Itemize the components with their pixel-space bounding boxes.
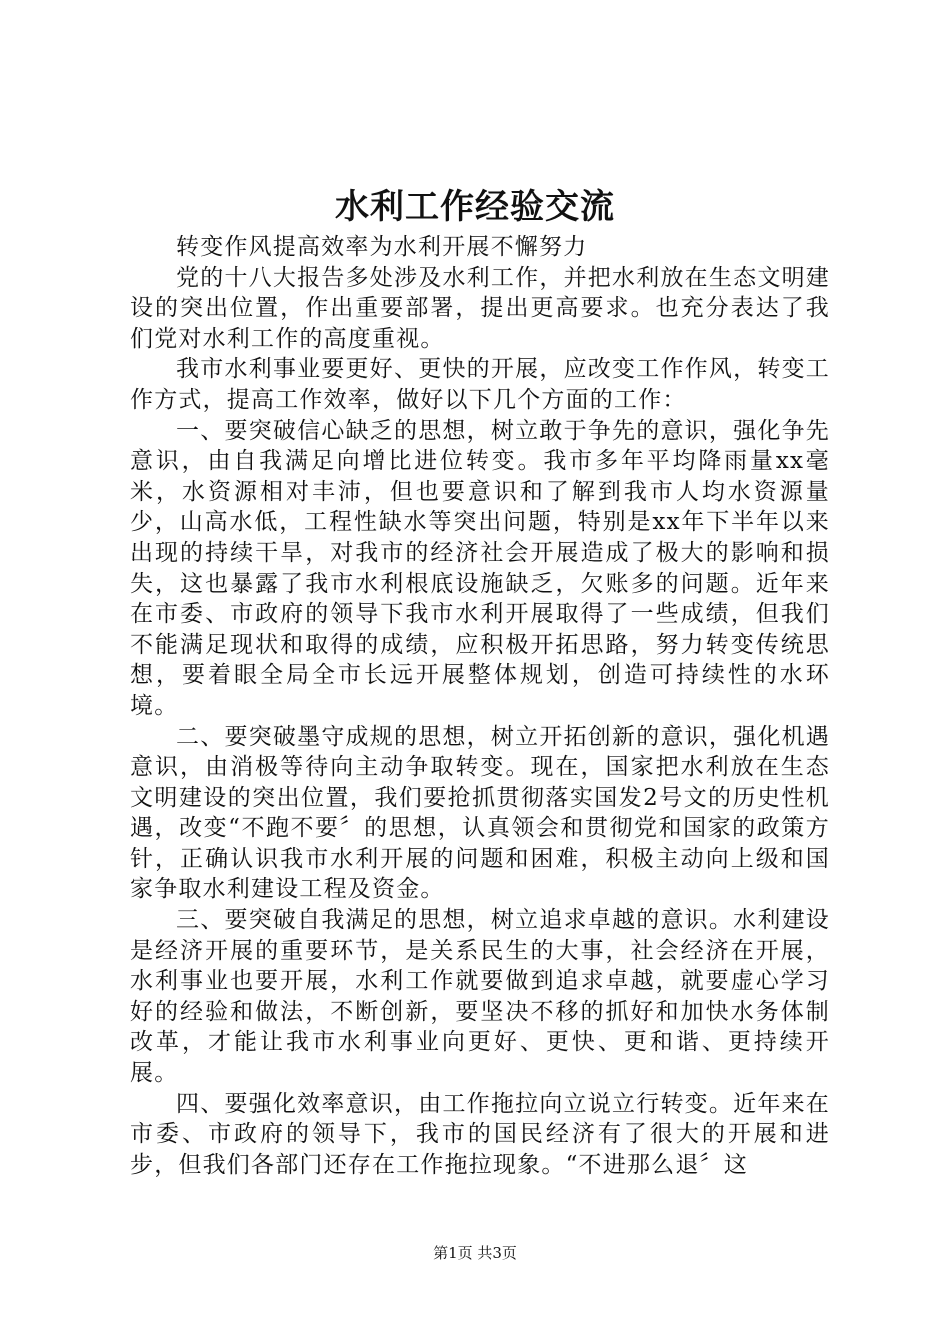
- document-title: 水利工作经验交流: [335, 187, 615, 227]
- point-four-paragraph: 四、要强化效率意识，由工作拖拉向立说立行转变。近年来在市委、市政府的领导下，我市的国民经济有了很大的开展和进步，但我们各部门还存在工作拖拉现象。“不进那么退〞这: [130, 1090, 830, 1178]
- page-total: 共3页: [477, 1244, 517, 1262]
- point-one-paragraph: 一、要突破信心缺乏的思想，树立敢于争先的意识，强化争先意识，由自我满足向增比进位转变。我市多年平均降雨量xx毫米，水资源相对丰沛，但也要意识和了解到我市人均水资源量少，山高水低，工程性缺水等突出问题，特别是xx年下半年以来出现的持续干旱，对我市的经济社会开展造成了极大的影响和损失，这也暴露了我市水利根底设施缺乏，欠账多的问题。近年来在市委、市政府的领导下我市水利开展取得了一些成绩，但我们不能满足现状和取得的成绩，应积极开拓思路，努力转变传统思想，要着眼全局全市长远开展整体规划，创造可持续性的水环境。: [130, 417, 830, 719]
- document-body: [130, 232, 830, 1180]
- intro-paragraph: 党的十八大报告多处涉及水利工作，并把水利放在生态文明建设的突出位置，作出重要部署，提出更高要求。也充分表达了我们党对水利工作的高度重视。: [130, 264, 830, 352]
- point-two-paragraph: 二、要突破墨守成规的思想，树立开拓创新的意识，强化机遇意识，由消极等待向主动争取转变。现在，国家把水利放在生态文明建设的突出位置，我们要抢抓贯彻落实国发2号文的历史性机遇，改变“不跑不要〞的思想，认真领会和贯彻党和国家的政策方针，正确认识我市水利开展的问题和困难，积极主动向上级和国家争取水利建设工程及资金。: [130, 723, 830, 903]
- page-footer: [0, 1243, 950, 1263]
- page-number: 第1页: [433, 1244, 473, 1262]
- subtitle-paragraph: 转变作风提高效率为水利开展不懈努力: [176, 234, 588, 260]
- point-three-paragraph: 三、要突破自我满足的思想，树立追求卓越的意识。水利建设是经济开展的重要环节，是关系民生的大事，社会经济在开展，水利事业也要开展，水利工作就要做到追求卓越，就要虚心学习好的经验和做法，不断创新，要坚决不移的抓好和加快水务体制改革，才能让我市水利事业向更好、更快、更和谐、更持续开展。: [130, 907, 830, 1087]
- overview-paragraph: 我市水利事业要更好、更快的开展，应改变工作作风，转变工作方式，提高工作效率，做好以下几个方面的工作：: [130, 356, 830, 413]
